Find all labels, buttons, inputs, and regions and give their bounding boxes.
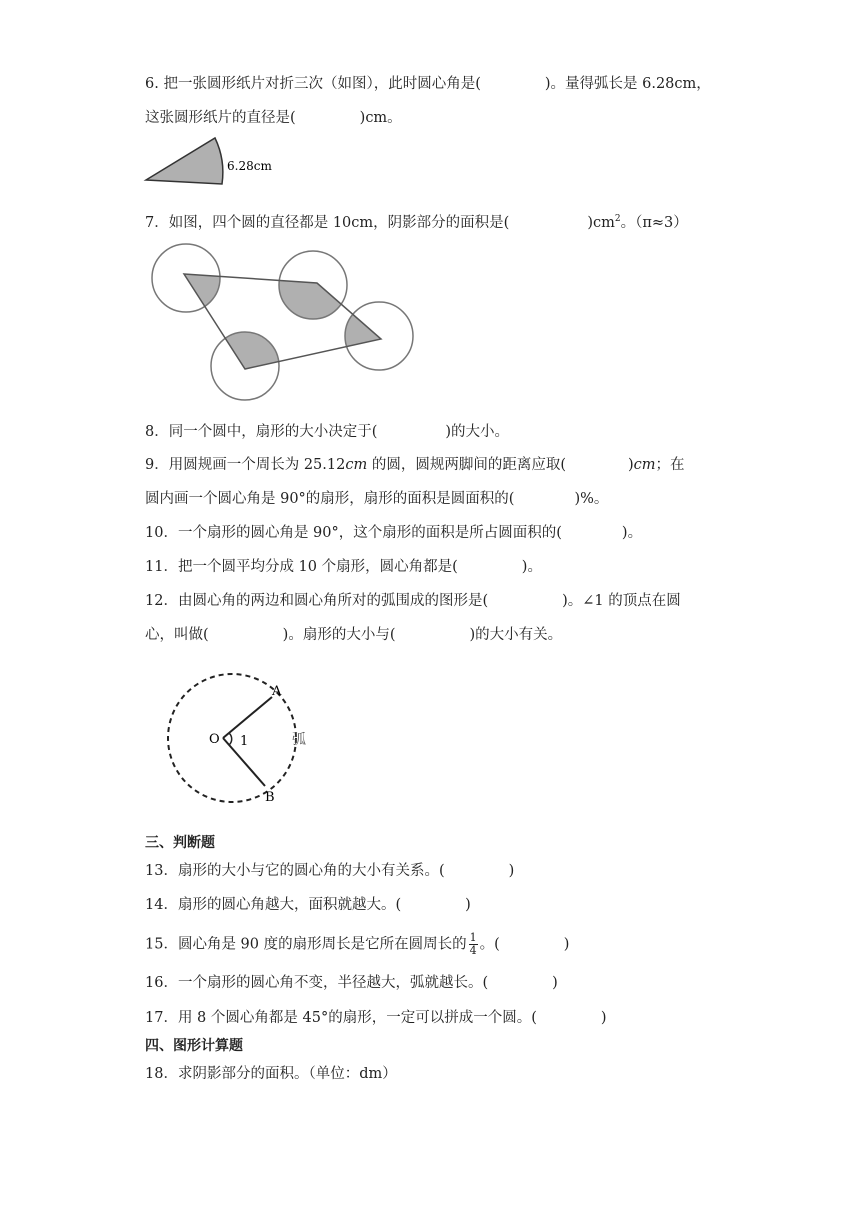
q6-line2: 这张圆形纸片的直径是( )cm。 bbox=[145, 110, 402, 126]
q7-circles-figure bbox=[140, 236, 430, 406]
q13-line: 13．扇形的大小与它的圆心角的大小有关系。( ) bbox=[145, 863, 515, 879]
q7-line: 7．如图，四个圆的直径都是 10cm，阴影部分的面积是( )$cm^2$。（π≈3） bbox=[145, 214, 688, 231]
q14-line: 14．扇形的圆心角越大，面积就越大。( ) bbox=[145, 897, 471, 913]
q12-label-arc: 弧 bbox=[292, 732, 306, 748]
q6-sector-figure bbox=[140, 136, 280, 192]
q6-line1: 6. 把一张圆形纸片对折三次（如图），此时圆心角是( )。量得弧长是 6.28cm， bbox=[145, 76, 711, 92]
q12-label-angle: 1 bbox=[240, 734, 249, 749]
q12-label-b: B bbox=[265, 790, 275, 805]
q12-label-o: O bbox=[209, 732, 220, 747]
q17-line: 17．用 8 个圆心角都是 45°的扇形，一定可以拼成一个圆。( ) bbox=[145, 1010, 607, 1026]
q12-radius-oa bbox=[223, 697, 272, 738]
q9-line1: 9．用圆规画一个周长为 25.12cm 的圆，圆规两脚间的距离应取( )cm；在 bbox=[145, 457, 685, 473]
q16-line: 16．一个扇形的圆心角不变，半径越大，弧就越长。( ) bbox=[145, 975, 558, 991]
q11-line: 11．把一个圆平均分成 10 个扇形，圆心角都是( )。 bbox=[145, 559, 542, 575]
q12-line2: 心，叫做( )。扇形的大小与( )的大小有关。 bbox=[145, 627, 563, 643]
section-4-heading: 四、图形计算题 bbox=[145, 1038, 243, 1054]
q12-label-a: A bbox=[272, 684, 282, 699]
q10-line: 10．一个扇形的圆心角是 90°，这个扇形的面积是所占圆面积的( )。 bbox=[145, 525, 643, 541]
section-3-heading: 三、判断题 bbox=[145, 835, 215, 851]
q8-line: 8．同一个圆中，扇形的大小决定于( )的大小。 bbox=[145, 424, 510, 440]
q12-circle-figure bbox=[155, 675, 335, 810]
q12-line1: 12．由圆心角的两边和圆心角所对的弧围成的图形是( )。∠1 的顶点在圆 bbox=[145, 593, 681, 609]
q9-line2: 圆内画一个圆心角是 90°的扇形，扇形的面积是圆面积的( )%。 bbox=[145, 491, 609, 507]
q18-line: 18．求阴影部分的面积。（单位：dm） bbox=[145, 1066, 397, 1082]
q6-arc-label: 6.28cm bbox=[227, 159, 272, 173]
q15-line: 15．圆心角是 90 度的扇形周长是它所在圆周长的 $\frac{1}{4}$ 。( ) bbox=[145, 931, 570, 957]
q15-fraction: $\frac{1}{4}$ bbox=[469, 931, 477, 957]
q12-angle-mark bbox=[229, 733, 232, 745]
